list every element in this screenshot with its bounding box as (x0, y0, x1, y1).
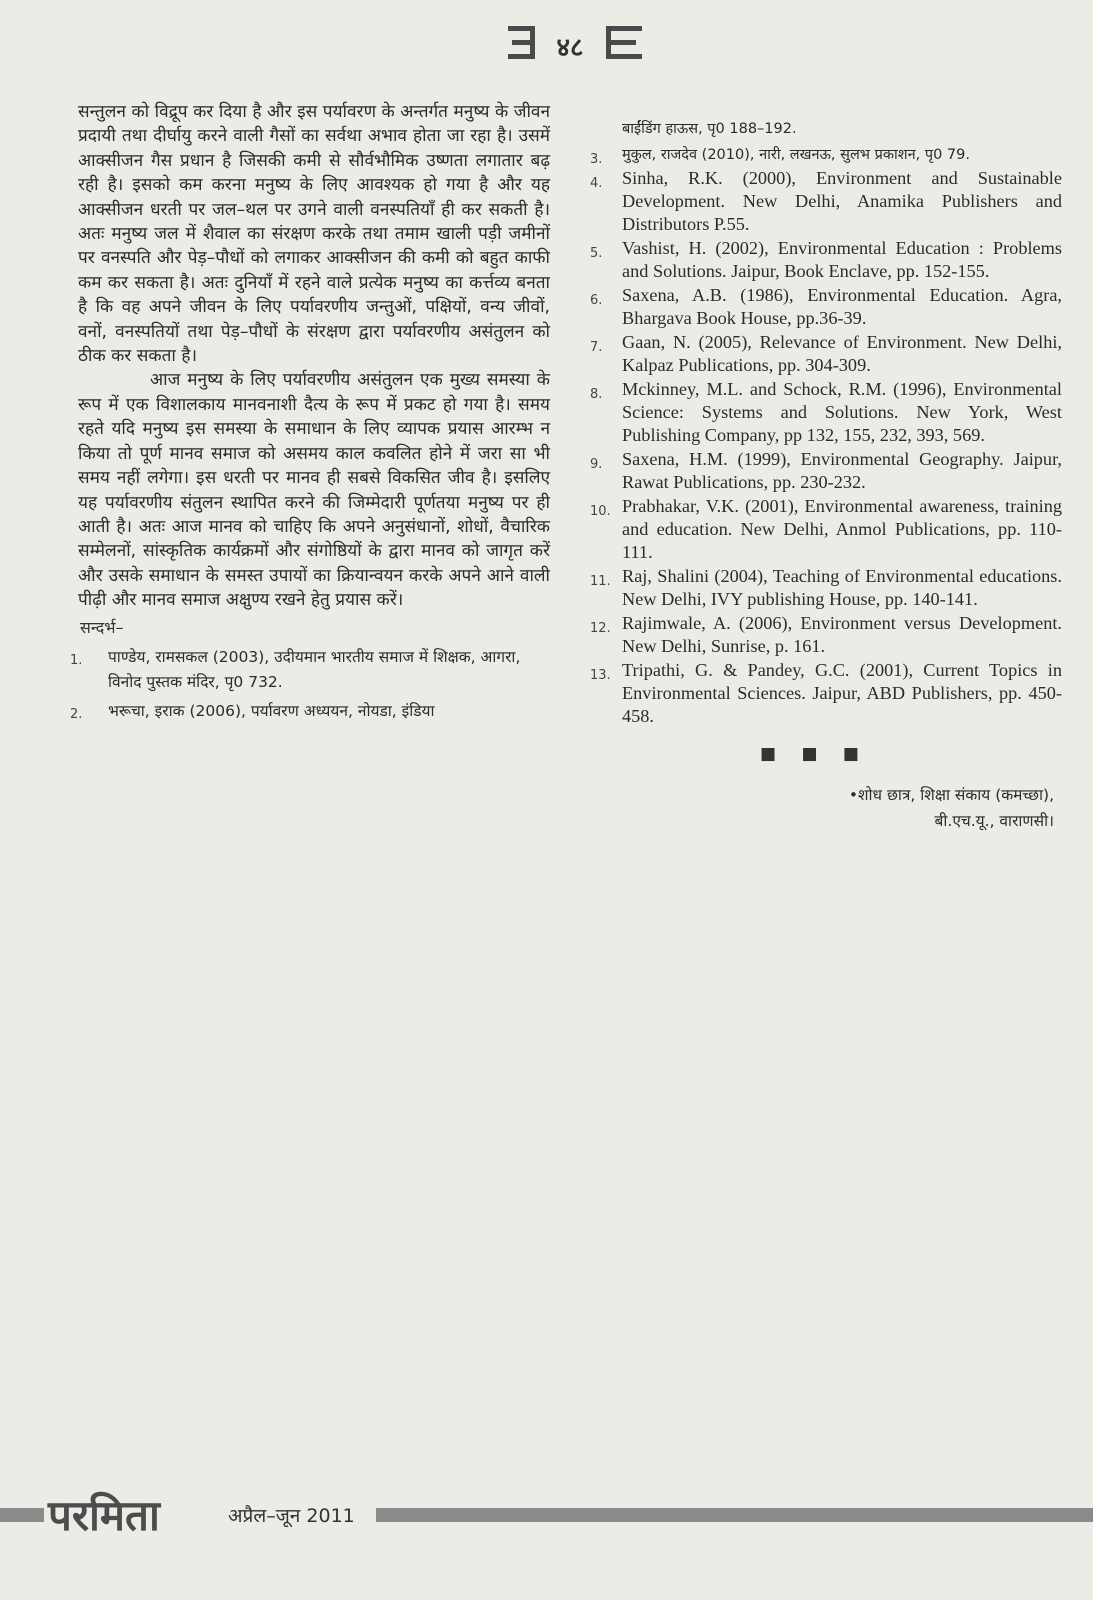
reference-number: 12. (590, 621, 611, 636)
journal-logo: परमिता (48, 1491, 160, 1540)
header-decoration-left (530, 26, 535, 59)
issue-date: अप्रैल–जून 2011 (228, 1505, 355, 1527)
right-column (592, 118, 1062, 834)
reference-list (592, 144, 1062, 728)
author-line: बी.एच.यू., वाराणसी। (934, 812, 1054, 830)
reference-text: Saxena, A.B. (1986), Environmental Education. Agra, Bhargava Book House, pp.36-39. (622, 285, 1062, 328)
reference-item (592, 612, 1062, 658)
reference-number: 10. (590, 504, 611, 519)
reference-number: 6. (590, 293, 603, 308)
header-decoration-right (606, 40, 636, 45)
reference-text: Prabhakar, V.K. (2001), Environmental awareness, training and education. New Delhi, Anmol Publications, pp. 110-111. (622, 496, 1062, 562)
reference-number: 8. (590, 387, 603, 402)
reference-number: 13. (590, 668, 611, 683)
reference-text: Vashist, H. (2002), Environmental Education : Problems and Solutions. Jaipur, Book Enclave, pp. 152-155. (622, 238, 1062, 281)
reference-text: Tripathi, G. & Pandey, G.C. (2001), Current Topics in Environmental Sciences. Jaipur, ABD Publishers, pp. 450-458. (622, 660, 1062, 726)
footer-bar (0, 1508, 44, 1522)
footer-bar (376, 1508, 1093, 1522)
reference-number: 2. (70, 706, 83, 722)
reference-text: Saxena, H.M. (1999), Environmental Geography. Jaipur, Rawat Publications, pp. 230-232. (622, 449, 1062, 492)
reference-text: Mckinney, M.L. and Schock, R.M. (1996), Environmental Science: Systems and Solutions. New York, West Publishing Company, pp 132, 155, 232, 393, 569. (622, 379, 1062, 445)
reference-text: Raj, Shalini (2004), Teaching of Environmental educations. New Delhi, IVY publishing House, pp. 140-141. (622, 566, 1062, 609)
reference-item (592, 331, 1062, 377)
author-line: •शोध छात्र, शिक्षा संकाय (कमच्छा), (848, 786, 1054, 804)
body-paragraph: सन्तुलन को विद्रूप कर दिया है और इस पर्यावरण के अन्तर्गत मनुष्य के जीवन प्रदायी तथा दीर्घायु करने वाली गैसों का सर्वथा अभाव होता जा रहा है। उसमें आक्सीजन गैस प्रधान है जिसकी कमी से सौर्वभौमिक उष्णता लगातार बढ़ रही है। इसको कम करना मनुष्य के लिए आवश्यक हो गया है और यह आक्सीजन धरती पर जल–थल पर उगने वाली वनस्पतियाँ ही कर सकती है। अतः मनुष्य जल में शैवाल का संरक्षण करके तथा तमाम खाली पड़ी जमीनों पर वनस्पति और पेड़–पौधों को लगाकर आक्सीजन की कमी को बहुत काफी कम कर सकता है। अतः दुनियाँ में रहने वाले प्रत्येक मनुष्य का कर्त्तव्य बनता है कि वह अपने जीवन के लिए पर्यावरणीय जन्तुओं, पक्षियों, वन्य जीवों, वनों, वनस्पतियों तथा पेड़–पौधों के संरक्षण द्वारा पर्यावरणीय असंतुलन को ठीक कर सकता है। (78, 102, 550, 367)
reference-text: भरूचा, इराक (2006), पर्यावरण अध्ययन, नोयडा, इंडिया (108, 701, 435, 720)
page-number: ४८ (556, 33, 584, 63)
reference-item (592, 565, 1062, 611)
reference-item (70, 645, 550, 695)
reference-item (70, 699, 550, 724)
reference-text: Sinha, R.K. (2000), Environment and Sustainable Development. New Delhi, Anamika Publishers and Distributors P.55. (622, 168, 1062, 234)
reference-item (592, 378, 1062, 447)
reference-list (70, 645, 550, 724)
reference-item (592, 448, 1062, 494)
author-affiliation (592, 782, 1054, 834)
reference-text: मुकुल, राजदेव (2010), नारी, लखनऊ, सुलभ प्रकाशन, पृ0 79. (622, 147, 970, 163)
reference-item (592, 144, 1062, 166)
page-footer (0, 1488, 1093, 1548)
header-decoration-right (606, 54, 642, 59)
reference-number: 11. (590, 574, 611, 589)
reference-item (592, 237, 1062, 283)
reference-continuation: बाईंडिंग हाऊस, पृ0 188–192. (622, 121, 797, 137)
reference-text: पाण्डेय, रामसकल (2003), उदीयमान भारतीय समाज में शिक्षक, आगरा, विनोद पुस्तक मंदिर, पृ0 732. (108, 647, 521, 691)
reference-number: 7. (590, 340, 603, 355)
reference-text: Rajimwale, A. (2006), Environment versus Development. New Delhi, Sunrise, p. 161. (622, 613, 1062, 656)
reference-number: 5. (590, 246, 603, 261)
reference-item (592, 495, 1062, 564)
end-marks: ■ ■ ■ (760, 744, 869, 764)
reference-text: Gaan, N. (2005), Relevance of Environment. New Delhi, Kalpaz Publications, pp. 304-309. (622, 332, 1062, 375)
reference-number: 9. (590, 457, 603, 472)
reference-item (592, 659, 1062, 728)
reference-item (592, 167, 1062, 236)
reference-number: 3. (590, 152, 603, 167)
reference-number: 1. (70, 652, 83, 668)
references-heading: सन्दर्भ– (80, 617, 124, 637)
body-paragraph: आज मनुष्य के लिए पर्यावरणीय असंतुलन एक मुख्य समस्या के रूप में एक विशालकाय मानवनाशी दैत्य के रूप में प्रकट हो गया है। समय रहते यदि मनुष्य इस समस्या के समाधान के लिए व्यापक प्रयास आरम्भ न किया तो पूर्ण मानव समाज को असमय काल कवलित होने में जरा सा भी समय नहीं लगेगा। इस धरती पर मानव ही सबसे विकसित जीव है। इसलिए यह पर्यावरणीय संतुलन स्थापित करने की जिम्मेदारी पूर्णतया मनुष्य पर ही आती है। अतः आज मानव को चाहिए कि अपने अनुसंधानों, शोधों, वैचारिक सम्मेलनों, सांस्कृतिक कार्यक्रमों और संगोष्ठियों के द्वारा मानव को जागृत करें और उसके समाधान के समस्त उपायों का क्रियान्वयन करके अपने आने वाली पीढ़ी और मानव समाज अक्षुण्य रखने हेतु प्रयास करें। (78, 370, 550, 611)
reference-item (592, 284, 1062, 330)
header-decoration-right (606, 26, 642, 31)
reference-number: 4. (590, 176, 603, 191)
left-column (70, 100, 550, 728)
page-header (0, 22, 1093, 72)
